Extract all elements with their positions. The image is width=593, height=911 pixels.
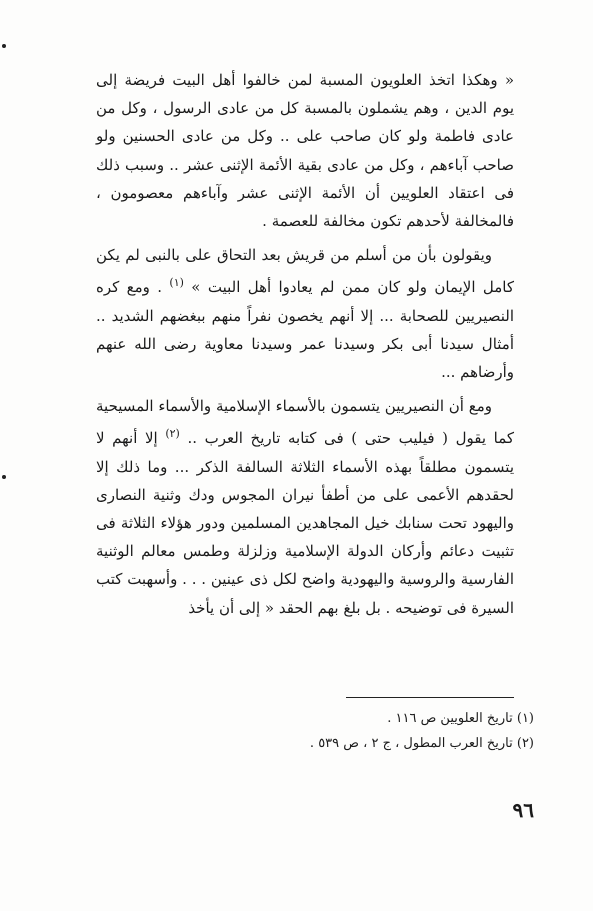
footnote-ref-1: (١)	[169, 276, 184, 290]
paragraph-2-text-a: ويقولون بأن من أسلم من قريش بعد التحاق على بالنبى لم يكن كامل الإيمان ولو كان ممن لم يعادوا أهل البيت »	[96, 246, 514, 297]
paragraph-3	[96, 392, 514, 622]
footnotes	[150, 706, 534, 756]
paragraph-3-text-b: إلا أنهم لا يتسمون مطلقاً بهذه الأسماء الثلاثة السالفة الذكر ... وما ذلك إلا لحقدهم الأعمى على من أطفأ نيران المجوس ودك وثنية النصارى واليهود تحت سنابك خيل المجاهدين المسلمين ودور هؤلاء الثلاثة فى تثبيت دعائم وأركان الدولة الإسلامية وزلزلة وطمس معالم الوثنية الفارسية والروسية واليهودية واضح لكل ذى عينين . . . وأسهبت كتب السيرة فى توضيحه . بل بلغ بهم الحقد « إلى أن يأخذ	[96, 429, 514, 617]
footnote-1: (١) تاريخ العلويين ص ١١٦ .	[387, 711, 534, 726]
footnote-separator	[346, 697, 514, 698]
paragraph-3-text-a: ومع أن النصيريين يتسمون بالأسماء الإسلامية والأسماء المسيحية كما يقول ( فيليب حتى ) فى كتابه تاريخ العرب ..	[96, 397, 515, 448]
footnote-2: (٢) تاريخ العرب المطول ، ج ٢ ، ص ٥٣٩ .	[309, 736, 534, 751]
paragraph-2	[96, 241, 514, 386]
paragraph-2-text-b: . ومع كره النصيريين للصحابة ... إلا أنهم يخصون نفراً منهم ببغضهم الشديد .. أمثال سيدنا أبى بكر وسيدنا عمر وسيدنا معاوية رضى الله عنهم وأرضاهم ...	[96, 278, 514, 382]
page-number: ٩٦	[512, 798, 534, 822]
main-text	[96, 66, 514, 622]
margin-mark	[2, 44, 6, 48]
margin-mark	[2, 475, 6, 479]
footnote-ref-2: (٢)	[165, 427, 180, 441]
paragraph-1: « وهكذا اتخذ العلويون المسبة لمن خالفوا أهل البيت فريضة إلى يوم الدين ، وهم يشملون بالمسبة كل من عادى الرسول ، وكل من عادى فاطمة ولو كان صاحب على .. وكل من عادى الحسنين ولو صاحب آباءهم ، وكل من عادى بقية الأئمة الإثنى عشر .. وسبب ذلك فى اعتقاد العلويين أن الأئمة الإثنى عشر وآباءهم معصومون ، فالمخالفة لأحدهم تكون مخالفة للعصمة .	[96, 71, 514, 231]
